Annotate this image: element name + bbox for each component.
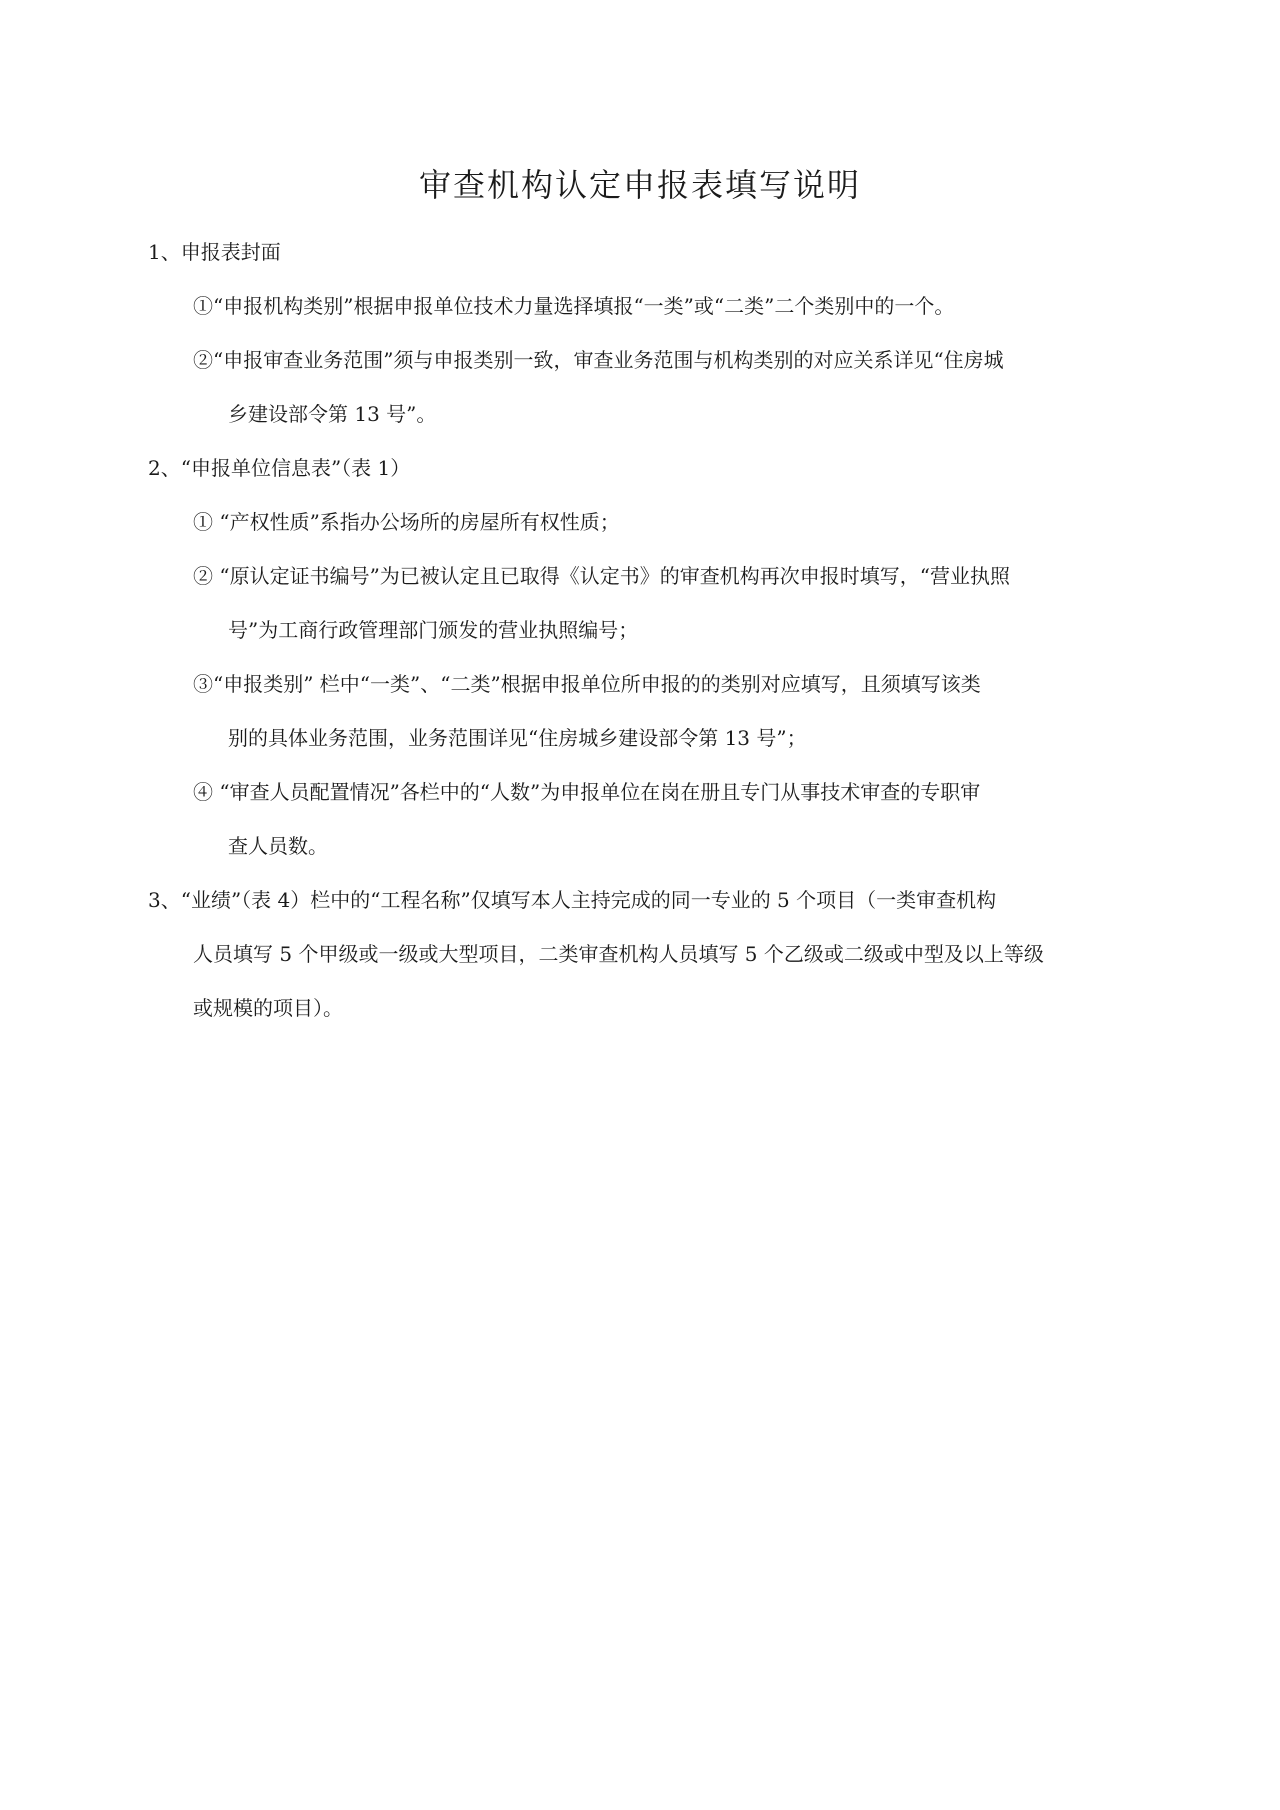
section-2 [148,441,1138,873]
list-item [148,279,1138,333]
page-title: 审查机构认定申报表填写说明 [418,166,861,204]
section-line: 人员填写 5 个甲级或一级或大型项目，二类审查机构人员填写 5 个乙级或二级或中型及以上等级 [193,942,1044,966]
section-line: 3、“业绩”（表 4）栏中的“工程名称”仅填写本人主持完成的同一专业的 5 个项目（一类审查机构 [148,888,997,912]
item-line: 查人员数。 [228,834,328,858]
item-line: ①“申报机构类别”根据申报单位技术力量选择填报“一类”或“二类”二个类别中的一个。 [193,294,955,318]
section-line: 或规模的项目）。 [193,996,343,1020]
section-1 [148,225,1138,441]
item-line: ② “原认定证书编号”为已被认定且已取得《认定书》的审查机构再次申报时填写，“营业执照 [193,564,1011,588]
section-heading: 2、“申报单位信息表”（表 1） [148,456,411,480]
list-item [148,495,1138,549]
list-item [148,549,1138,657]
item-line: ②“申报审查业务范围”须与申报类别一致，审查业务范围与机构类别的对应关系详见“住房城 [193,348,1004,372]
item-line: ① “产权性质”系指办公场所的房屋所有权性质； [193,510,620,534]
list-item [148,657,1138,765]
item-line: 乡建设部令第 13 号”。 [228,402,437,426]
item-line: ④ “审查人员配置情况”各栏中的“人数”为申报单位在岗在册且专门从事技术审查的专职审 [193,780,981,804]
list-item [148,765,1138,873]
section-heading: 1、申报表封面 [148,240,281,264]
item-line: 号”为工商行政管理部门颁发的营业执照编号； [228,618,639,642]
document-body [148,225,1138,1035]
item-line: ③“申报类别” 栏中“一类”、“二类”根据申报单位所申报的的类别对应填写，且须填写该类 [193,672,981,696]
list-item [148,333,1138,441]
item-line: 别的具体业务范围，业务范围详见“住房城乡建设部令第 13 号”； [228,726,807,750]
section-3 [148,873,1138,1035]
